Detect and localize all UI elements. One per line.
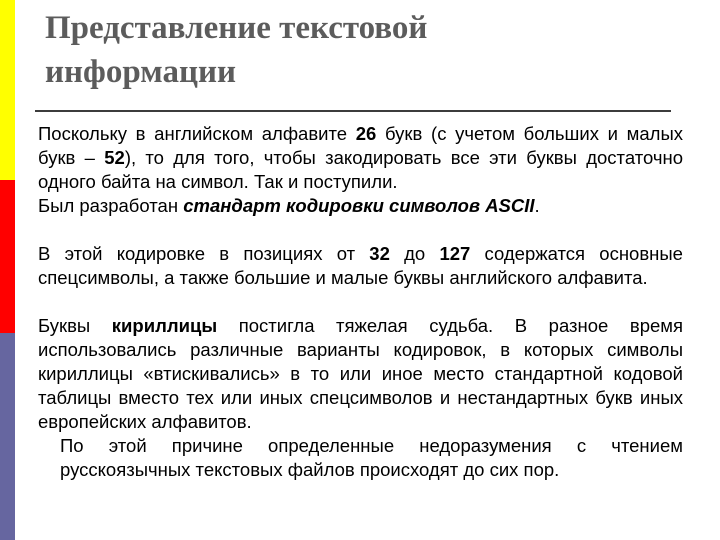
number-26: 26 [355,123,377,144]
title-line-2: информации [45,54,237,90]
text-run: букв (с учетом больших и малых букв – [38,123,684,168]
side-bar-red [0,180,15,333]
paragraph-cyrillic [38,314,683,434]
text-run: до [389,243,440,264]
text-run: . [534,195,540,216]
text-run: постигла тяжелая судьба. В разное время использовались различные варианты кодировок, в которых символы кириллицы «втискивались» в то или иное место стандартной кодовой таблицы вместо тех или иных спецсимволов и нестандартных букв иных европейских алфавитов. [38,315,684,432]
text-run: В этой кодировке в позициях от [38,243,370,264]
text-run: содержатся основные спецсимволы, а также большие и малые буквы английского алфавита. [38,243,683,288]
number-32: 32 [369,243,390,264]
title-divider [35,110,671,112]
side-bar-purple [0,333,15,540]
text-run: Поскольку в английском алфавите [38,123,356,144]
paragraph-positions [38,242,683,290]
text-run: Буквы [38,315,112,336]
slide-title [45,6,645,94]
text-run: ), то для того, чтобы закодировать все эти буквы достаточно одного байта на символ. Так и поступили. [38,147,683,192]
paragraph-consequence [38,434,683,482]
side-bar-yellow [0,0,15,180]
paragraph-alphabet [38,122,683,194]
ascii-standard-term: стандарт кодировки символов ASCII [183,195,535,216]
cyrillic-term: кириллицы [111,315,218,336]
number-127: 127 [439,243,471,264]
title-line-1: Представление текстовой [45,10,428,46]
paragraph-ascii [38,194,683,218]
slide-body [38,122,683,482]
text-run: По этой причине определенные недоразумения с чтением русскоязычных текстовых файлов происходят до сих пор. [60,435,683,480]
number-52: 52 [104,147,125,168]
text-run: Был разработан [38,195,184,216]
